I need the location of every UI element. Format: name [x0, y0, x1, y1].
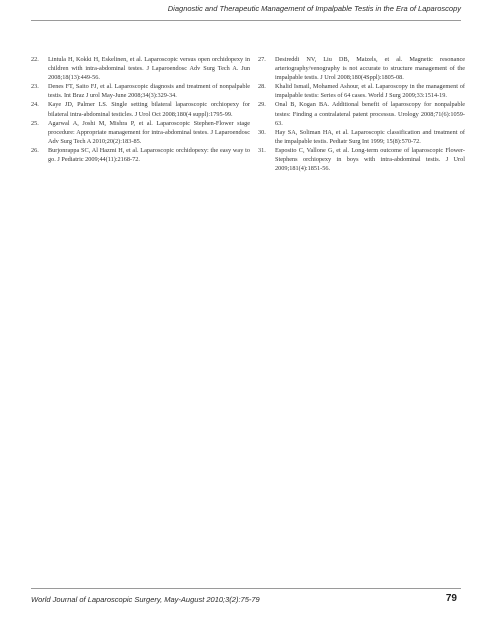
references-left-column — [31, 55, 250, 164]
reference-text: Agarwal A, Joshi M, Mishra P, et al. Laparoscopic Stephen-Flower stage procedure: Appropriate management for intra-abdominal testes. J Laparoendosc Adv Surg Tech A 2010;20(2):183-85. — [48, 119, 250, 145]
reference-item — [258, 146, 465, 173]
reference-text: Lintula H, Kokki H, Eskelinen, et al. Laparoscopic versus open orchidopexy in children with intra-abdominal testes. J Laparoendosc Adv Surg Tech A. Jun 2008;18(13):449-56. — [48, 56, 250, 82]
reference-text: Burjonrappa SC, Al Hazmi H, et al. Laparoscopic orchidopexy: the easy way to go. J Pediatric 2009;44(11):2168-72. — [48, 146, 250, 164]
reference-number: 28. — [258, 83, 266, 91]
reference-text: Denes FT, Saito FJ, et al. Laparoscopic diagnosis and treatment of nonpalpable testis. Int Braz J urol May-June 2008;34(3):329-34. — [48, 83, 250, 100]
reference-text: Khalid Ismail, Mohamed Ashour, et al. Laparoscopy in the management of impalpable testis: Series of 64 cases. World J Surg 2009;33:1514-19. — [275, 83, 465, 100]
running-header: Diagnostic and Therapeutic Management of Impalpable Testis in the Era of Laparoscopy — [167, 4, 461, 13]
reference-number: 23. — [31, 83, 39, 91]
page-number: 79 — [445, 593, 457, 604]
reference-item — [31, 146, 250, 164]
reference-number: 30. — [258, 128, 266, 136]
reference-text: Hay SA, Soliman HA, et al. Laparoscopic classification and treatment of the impalpable testis. Pediatr Surg Int 1999; 15(8):570-72. — [275, 128, 465, 145]
reference-item — [31, 55, 250, 82]
reference-number: 25. — [31, 119, 39, 127]
reference-number: 26. — [31, 146, 39, 154]
reference-item — [31, 119, 250, 146]
reference-number: 22. — [31, 56, 39, 63]
reference-text: Kaye JD, Palmer LS. Single setting bilateral laparoscopic orchiopexy for bilateral intra-abdominal testicles. J Urol Oct 2008;180(4 suppl):1795-99. — [48, 101, 250, 118]
reference-item — [31, 100, 250, 118]
reference-item — [258, 55, 465, 82]
reference-text: Onal B, Kogan BA. Additional benefit of laparoscopy for nonpalpable testes: Finding a contralateral patent processus. Urology 2008;71(6):1059-63. — [275, 101, 465, 127]
references-right-column — [258, 55, 465, 173]
footer-divider — [31, 588, 461, 589]
reference-item — [258, 82, 465, 100]
reference-number: 31. — [258, 146, 266, 154]
reference-number: 27. — [258, 56, 266, 63]
header-divider — [31, 20, 461, 21]
journal-citation: World Journal of Laparoscopic Surgery, May-August 2010;3(2):75-79 — [31, 595, 260, 604]
reference-text: Desireddi NV, Liu DB, Maizels, et al. Magnetic resonance arteriography/venography is not accurate to structure management of the impalpable testis. J Urol 2008;180(4Sppl):1805-08. — [275, 56, 465, 82]
reference-number: 24. — [31, 101, 39, 109]
reference-item — [258, 128, 465, 146]
reference-number: 29. — [258, 101, 266, 109]
reference-text: Esposito C, Vallone G, et al. Long-term outcome of laparoscopic Flower-Stephens orchiopexy in boys with intra-abdominal testis. J Urol 2009;181(4):1851-56. — [275, 146, 465, 173]
reference-item — [31, 82, 250, 100]
reference-item — [258, 100, 465, 127]
